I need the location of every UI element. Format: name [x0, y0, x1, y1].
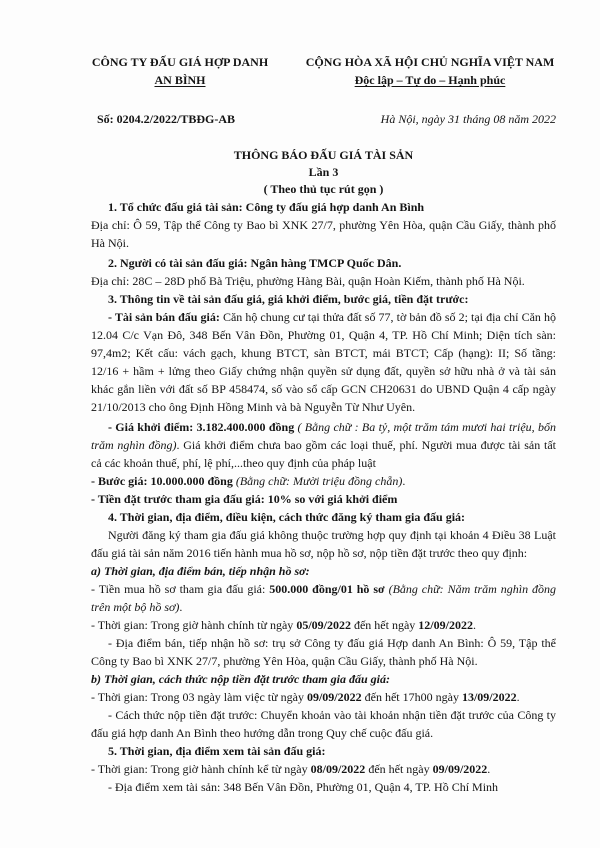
asset-label: - Tài sản bán đấu giá: [108, 310, 220, 324]
time-from-date: 08/09/2022 [310, 762, 366, 776]
asset-paragraph [91, 308, 556, 416]
time-from-date: 05/09/2022 [296, 618, 351, 632]
notice-body [91, 198, 556, 796]
section-4a-heading: a) Thời gian, địa điểm bán, tiếp nhận hồ sơ: [91, 564, 310, 578]
section-5-heading: 5. Thời gian, địa điểm xem tài sản đấu giá: [108, 744, 326, 758]
time-prefix: - Thời gian: Trong giờ hành chính kể từ ngày [91, 762, 311, 776]
section-4a-place: - Địa điểm bán, tiếp nhận hồ sơ: trụ sở Công ty đấu giá Hợp danh An Bình: Ô 59, Tập thể Công ty Bao bì XNK 27/7, phường Yên Hòa, quận Cầu Giấy, thành phố Hà Nội. [91, 636, 556, 668]
time-end: . [472, 618, 476, 632]
time-to-date: 12/09/2022 [418, 618, 473, 632]
section-5-place: - Địa điểm xem tài sản: 348 Bến Vân Đồn, Phường 01, Quận 4, TP. Hồ Chí Minh [108, 780, 499, 794]
bid-step-label: - Bước giá: 10.000.000 đồng [91, 474, 233, 488]
time-mid: đến hết 17h00 ngày [361, 690, 462, 704]
fee-paragraph [91, 580, 556, 616]
section-2-address: Địa chỉ: 28C – 28D phố Bà Triệu, phường Hàng Bài, quận Hoàn Kiếm, thành phố Hà Nội. [91, 274, 525, 288]
bid-step-end: . [402, 474, 406, 488]
section-4b-method: - Cách thức nộp tiền đặt trước: Chuyển khoản vào tài khoản nhận tiền đặt trước của Công ty đấu giá hợp danh An Bình theo hướng dẫn trong Quy chế cuộc đấu giá. [91, 708, 556, 740]
fee-amount: 500.000 đồng/01 hồ sơ [269, 582, 385, 596]
national-motto: Độc lập – Tự do – Hạnh phúc [354, 73, 506, 87]
notice-title-block [91, 147, 556, 198]
deposit-paragraph: - Tiền đặt trước tham gia đấu giá: 10% so với giá khởi điểm [91, 492, 398, 506]
section-4b-time [91, 688, 556, 706]
time-prefix: - Thời gian: Trong giờ hành chính từ ngày [91, 618, 297, 632]
section-3-heading: 3. Thông tin về tài sản đấu giá, giá khởi điểm, bước giá, tiền đặt trước: [108, 292, 469, 306]
place-date: Hà Nội, ngày 31 tháng 08 năm 2022 [380, 112, 556, 126]
time-to-date: 09/09/2022 [432, 762, 488, 776]
section-4a-time [91, 616, 556, 634]
fee-in-words: (Bằng chữ: Năm trăm nghìn đồng trên một bộ hồ sơ) [91, 582, 557, 614]
time-mid: đến hết ngày [365, 762, 433, 776]
starting-price-paragraph [91, 418, 556, 472]
national-header [296, 53, 564, 89]
section-4b-heading: b) Thời gian, cách thức nộp tiền đặt trước tham gia đấu giá: [91, 672, 390, 686]
time-to-date: 13/09/2022 [461, 690, 517, 704]
starting-price-note: . Giá khởi điểm chưa bao gồm các loại thuế, phí. Người mua được tài sản tất cả các khoản thuế, phí, lệ phí,...theo quy định của pháp luật [91, 438, 557, 470]
notice-title: THÔNG BÁO ĐẤU GIÁ TÀI SẢN [233, 148, 414, 162]
notice-procedure: ( Theo thủ tục rút gọn ) [263, 182, 384, 196]
asset-description: Căn hộ chung cư tại thửa đất số 77, tờ bản đồ số 2; tại địa chỉ Căn hộ 12.04 C/c Vạn Đô, 348 Bến Vân Đồn, Phường 01, Quận 4, TP. Hồ Chí Minh; Diện tích sàn: 97,4m2; Kết cấu: vách gạch, khung BTCT, sàn BTCT, mái BTCT; Cấp (hạng): II; Số tầng: 12/16 + hầm + lửng theo Giấy chứng nhận quyền sử dụng đất, quyền sở hữu nhà ở và tài sản khác gắn liền với đất số BP 458474, số vào sổ cấp GCN CH20631 do UBND Quận 4 cấp ngày 21/10/2013 cho ông Định Hồng Minh và bà Nguyễn Từ Như Uyên. [91, 310, 556, 414]
section-1-heading: 1. Tổ chức đấu giá tài sản: Công ty đấu giá hợp danh An Bình [108, 200, 425, 214]
notice-round: Lần 3 [308, 165, 339, 179]
starting-price-in-words: ( Bằng chữ : Ba tỷ, một trăm tám mươi hai triệu, bốn trăm nghìn đồng) [91, 420, 556, 452]
document-number: Số: 0204.2/2022/TBĐG-AB [97, 112, 236, 126]
section-4-intro: Người đăng ký tham gia đấu giá không thuộc trường hợp quy định tại khoản 4 Điều 38 Luật đấu giá tài sản năm 2016 tiến hành mua hồ sơ, nộp hồ sơ, nộp tiền đặt trước theo quy định: [91, 528, 556, 560]
fee-label: - Tiền mua hồ sơ tham gia đấu giá: [91, 582, 270, 596]
company-name-line2: AN BÌNH [154, 73, 206, 87]
section-4-heading: 4. Thời gian, địa điểm, điều kiện, cách thức đăng ký tham gia đấu giá: [108, 510, 466, 524]
section-1-address: Địa chỉ: Ô 59, Tập thể Công ty Bao bì XNK 27/7, phường Yên Hòa, quận Cầu Giấy, thành phố Hà Nội. [91, 218, 556, 250]
organization-header [80, 53, 280, 89]
section-5-time [91, 760, 556, 778]
national-title: CỘNG HÒA XÃ HỘI CHỦ NGHĨA VIỆT NAM [305, 55, 555, 69]
time-from-date: 09/09/2022 [306, 690, 362, 704]
time-end: . [516, 690, 520, 704]
bid-step-paragraph [91, 472, 556, 490]
starting-price-label: - Giá khởi điểm: 3.182.400.000 đồng [108, 420, 295, 434]
time-end: . [487, 762, 491, 776]
fee-end: . [179, 600, 183, 614]
company-name: CÔNG TY ĐẤU GIÁ HỢP DANH [91, 55, 269, 69]
time-mid: đến hết ngày [350, 618, 419, 632]
section-2-heading: 2. Người có tài sản đấu giá: Ngân hàng TMCP Quốc Dân. [108, 256, 402, 270]
bid-step-in-words: (Bằng chữ: Mười triệu đồng chẵn) [232, 474, 403, 488]
time-prefix: - Thời gian: Trong 03 ngày làm việc từ ngày [91, 690, 307, 704]
